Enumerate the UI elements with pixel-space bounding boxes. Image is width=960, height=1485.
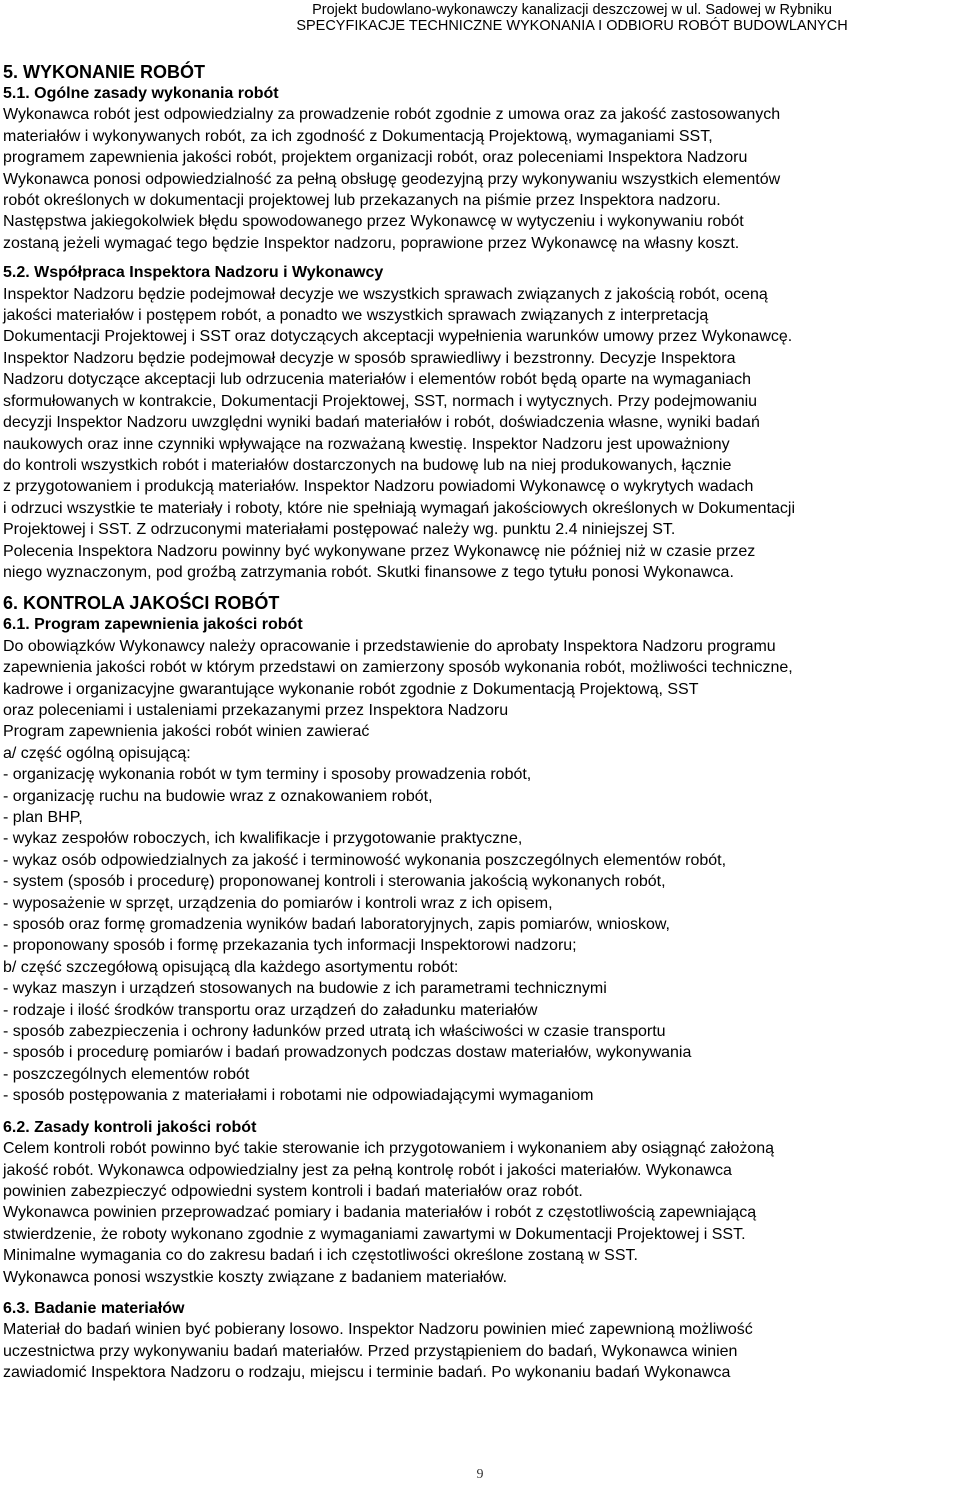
section-5-2-body (3, 284, 960, 584)
text-line: jakość robót. Wykonawca odpowiedzialny jest za pełną kontrolę robót i jakości materiałów. Wykonawca (3, 1161, 732, 1179)
text-line: Inspektor Nadzoru będzie podejmował decyzje w sposób sprawiedliwy i bezstronny. Decyzje Inspektora (3, 349, 736, 367)
text-line: Wykonawca robót jest odpowiedzialny za prowadzenie robót zgodnie z umowa oraz za jakość zastosowanych (3, 106, 781, 124)
section-6-2-heading: 6.2. Zasady kontroli jakości robót (3, 1118, 257, 1136)
text-line: - wykaz osób odpowiedzialnych za jakość i terminowość wykonania poszczególnych elementów robót, (3, 851, 727, 869)
text-line: zapewnienia jakości robót w którym przedstawi on zamierzony sposób wykonania robót, możliwości techniczne, (3, 659, 793, 677)
text-line: sformułowanych w kontrakcie, Dokumentacji Projektowej, SST, normach i wytycznych. Przy podejmowaniu (3, 392, 758, 410)
text-line: oraz poleceniami i ustaleniami przekazanymi przez Inspektora Nadzoru (3, 701, 509, 719)
text-line: Materiał do badań winien być pobierany losowo. Inspektor Nadzoru powinien mieć zapewnioną możliwość (3, 1321, 753, 1339)
text-line: - poszczególnych elementów robót (3, 1065, 250, 1083)
text-line: stwierdzenie, że roboty wykonano zgodnie z wymaganiami zawartymi w Dokumentacji Projektowej i SST. (3, 1225, 746, 1243)
text-line: naukowych oraz inne czynniki wpływające na rozważaną kwestię. Inspektor Nadzoru jest upoważniony (3, 435, 730, 453)
text-line: Program zapewnienia jakości robót winien zawierać (3, 723, 370, 741)
text-line: a/ część ogólną opisującą: (3, 744, 191, 762)
header-project-title: Projekt budowlano-wykonawczy kanalizacji deszczowej w ul. Sadowej w Rybniku (312, 2, 832, 18)
text-line: programem zapewnienia jakości robót, projektem organizacji robót, oraz poleceniami Inspektora Nadzoru (3, 149, 748, 167)
text-line: - wykaz zespołów roboczych, ich kwalifikacje i przygotowanie praktyczne, (3, 830, 523, 848)
section-6-heading: 6. KONTROLA JAKOŚCI ROBÓT (3, 593, 280, 614)
text-line: Dokumentacji Projektowej i SST oraz dotyczących akceptacji wypełnienia warunków umowy przez Wykonawcę. (3, 328, 793, 346)
text-line: Inspektor Nadzoru będzie podejmował decyzje we wszystkich sprawach związanych z jakością robót, oceną (3, 285, 768, 303)
header-spec-title: SPECYFIKACJE TECHNICZNE WYKONANIA I ODBIORU ROBÓT BUDOWLANYCH (296, 18, 848, 34)
text-line: - wykaz maszyn i urządzeń stosowanych na budowie z ich parametrami technicznymi (3, 980, 607, 998)
text-line: - sposób zabezpieczenia i ochrony ładunków przed utratą ich właściwości w czasie transportu (3, 1023, 666, 1041)
section-6-3-heading: 6.3. Badanie materiałów (3, 1299, 185, 1317)
text-line: z przygotowaniem i produkcją materiałów. Inspektor Nadzoru powiadomi Wykonawcę o wykrytych wadach (3, 478, 754, 496)
page-number: 9 (476, 1467, 484, 1482)
text-line: - organizację ruchu na budowie wraz z oznakowaniem robót, (3, 787, 433, 805)
section-5-heading: 5. WYKONANIE ROBÓT (3, 62, 206, 82)
text-line: - sposób i procedurę pomiarów i badań prowadzonych podczas dostaw materiałów, wykonywania (3, 1044, 692, 1062)
text-line: do kontroli wszystkich robót i materiałów dostarczonych na budowę lub na niej produkowanych, łącznie (3, 456, 732, 474)
text-line: powinien zabezpieczyć odpowiedni system kontroli i badań materiałów oraz robót. (3, 1182, 583, 1200)
text-line: - organizację wykonania robót w tym terminy i sposoby prowadzenia robót, (3, 766, 532, 784)
text-line: decyzji Inspektor Nadzoru uwzględni wyniki badań materiałów i robót, doświadczenia własne, wyniki badań (3, 414, 760, 432)
text-line: uczestnictwa przy wykonywaniu badań materiałów. Przed przystąpieniem do badań, Wykonawca winien (3, 1342, 738, 1360)
section-5-1-body (3, 104, 960, 254)
text-line: - rodzaje i ilość środków transportu oraz urządzeń do załadunku materiałów (3, 1001, 538, 1019)
text-line: Następstwa jakiegokolwiek błędu spowodowanego przez Wykonawcę w wytyczeniu i wykonywaniu robót (3, 213, 744, 231)
document-body (3, 62, 960, 1384)
text-line: robót określonych w dokumentacji projektowej lub przekazanych na piśmie przez Inspektora nadzoru. (3, 192, 721, 210)
text-line: zawiadomić Inspektora Nadzoru o rodzaju, miejscu i terminie badań. Po wykonaniu badań Wykonawca (3, 1364, 731, 1382)
text-line: - sposób postępowania z materiałami i robotami nie odpowiadającymi wymaganiom (3, 1087, 594, 1105)
text-line: niego wyznaczonym, pod groźbą zatrzymania robót. Skutki finansowe z tego tytułu ponosi Wykonawca. (3, 563, 734, 581)
text-line: Nadzoru dotyczące akceptacji lub odrzucenia materiałów i elementów robót będą oparte na wymaganiach (3, 371, 751, 389)
text-line: i odrzuci wszystkie te materiały i roboty, które nie spełniają wymagań jakościowych określonych w Dokumentacji (3, 499, 796, 517)
text-line: - wyposażenie w sprzęt, urządzenia do pomiarów i kontroli wraz z ich opisem, (3, 894, 553, 912)
section-5-1-heading: 5.1. Ogólne zasady wykonania robót (3, 85, 279, 102)
text-line: materiałów i wykonywanych robót, za ich zgodność z Dokumentacją Projektową, wymaganiami SST, (3, 127, 713, 145)
running-header (192, 2, 952, 34)
text-line: zostaną jeżeli wymagać tego będzie Inspektor nadzoru, poprawione przez Wykonawcę na własny koszt. (3, 234, 740, 252)
text-line: Minimalne wymagania co do zakresu badań i ich częstotliwości określone zostaną w SST. (3, 1247, 638, 1265)
text-line: Do obowiązków Wykonawcy należy opracowanie i przedstawienie do aprobaty Inspektora Nadzoru programu (3, 637, 776, 655)
text-line: Wykonawca ponosi odpowiedzialność za pełną obsługę geodezyjną przy wykonywaniu wszystkich elementów (3, 170, 781, 188)
text-line: Polecenia Inspektora Nadzoru powinny być wykonywane przez Wykonawcę nie później niż w czasie przez (3, 542, 756, 560)
section-6-1-body (3, 636, 960, 1107)
text-line: Wykonawca powinien przeprowadzać pomiary i badania materiałów i robót z częstotliwością zapewniającą (3, 1204, 757, 1222)
text-line: Celem kontroli robót powinno być takie sterowanie ich przygotowaniem i wykonaniem aby osiągnąć założoną (3, 1140, 775, 1158)
section-5-2-heading: 5.2. Współpraca Inspektora Nadzoru i Wykonawcy (3, 264, 384, 282)
text-line: Projektowej i SST. Z odrzuconymi materiałami postępować należy wg. punktu 2.4 niniejszej ST. (3, 521, 676, 539)
text-line: - plan BHP, (3, 809, 83, 826)
text-line: Wykonawca ponosi wszystkie koszty związane z badaniem materiałów. (3, 1268, 508, 1286)
text-line: jakości materiałów i postępem robót, a ponadto we wszystkich sprawach związanych z interpretacją (3, 307, 709, 325)
text-line: kadrowe i organizacyjne gwarantujące wykonanie robót zgodnie z Dokumentacją Projektową, SST (3, 680, 699, 698)
text-line: b/ część szczegółową opisującą dla każdego asortymentu robót: (3, 958, 459, 976)
text-line: - proponowany sposób i formę przekazania tych informacji Inspektorowi nadzoru; (3, 937, 577, 955)
text-line: - sposób oraz formę gromadzenia wyników badań laboratoryjnych, zapis pomiarów, wnioskow, (3, 916, 670, 934)
text-line: - system (sposób i procedurę) proponowanej kontroli i sterowania jakością wykonanych robót, (3, 873, 666, 891)
section-6-1-heading: 6.1. Program zapewnienia jakości robót (3, 616, 303, 634)
section-6-3-body (3, 1319, 960, 1383)
section-6-2-body (3, 1138, 960, 1288)
